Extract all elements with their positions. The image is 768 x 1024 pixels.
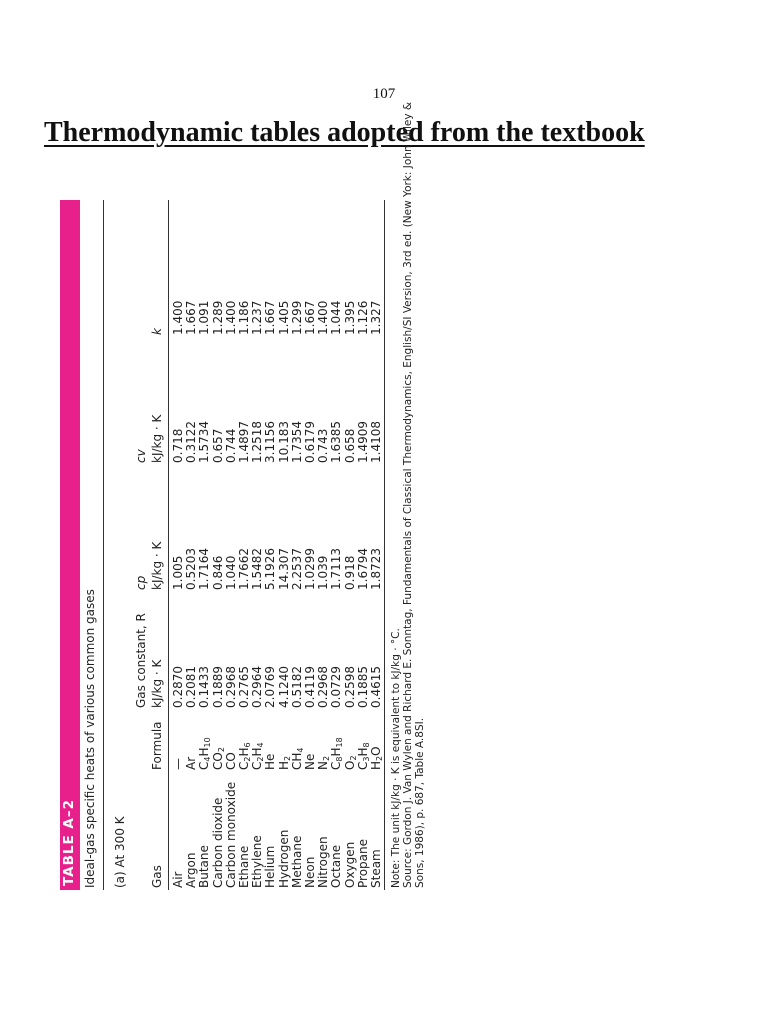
k-cell: 1.395 [342,300,357,335]
header-formula: Formula [150,721,164,770]
cv-cell: 10.183 [276,421,291,463]
cp-cell: 1.7113 [329,548,344,590]
k-cell: 1.667 [184,300,199,335]
header-k [151,328,164,335]
formula-cell: $H_2$ [276,755,292,770]
gas-constant-cell: 0.2081 [184,666,199,708]
cv-cell: 1.5734 [197,421,212,463]
table-row [251,200,264,890]
gas-cell: Air [171,871,185,888]
gas-constant-cell: 0.2598 [342,666,357,708]
cp-cell: 1.6794 [355,548,370,590]
table-row [330,200,343,890]
cv-cell: 3.1156 [263,421,278,463]
cv-cell: 1.2518 [250,421,265,463]
gas-cell: Methane [289,835,304,888]
formula-cell: $H_2O$ [369,746,384,770]
cp-cell: 1.7164 [197,548,212,590]
bottom-rule [384,200,385,890]
gas-constant-cell: 0.2964 [250,666,265,708]
gas-cell: Helium [263,845,278,888]
cp-cell: 0.918 [342,555,357,590]
header-r-line2: kJ/kg · K [150,659,164,708]
k-cell: 1.186 [237,300,251,335]
table-note: Note: The unit kJ/kg · K is equivalent to kJ/kg · °C. [390,628,402,888]
cp-cell: 0.5203 [184,548,199,590]
table-caption: Ideal-gas specific heats of various common gases [83,589,97,888]
gas-constant-cell: 2.0769 [263,666,278,708]
formula-cell: He [263,753,278,770]
table-row [344,200,357,890]
header-cv-line1 [135,449,148,463]
table-banner [60,200,80,890]
page-title: Thermodynamic tables adopted from the textbook [44,117,645,148]
table-subcaption: (a) At 300 K [113,816,127,888]
table-label: TABLE A–2 [61,798,77,886]
gas-constant-cell: 0.2765 [237,666,251,708]
k-cell: 1.044 [329,300,344,335]
table-row [304,200,317,890]
table-row [238,200,251,890]
k-cell: 1.289 [210,300,225,335]
cv-cell: 1.7354 [289,421,304,463]
header-cv-line2: kJ/kg · K [150,414,164,463]
formula-cell: $N_2$ [316,755,332,770]
k-cell: 1.126 [355,300,370,335]
k-cell: 1.400 [316,300,331,335]
gas-cell: Neon [303,856,317,888]
formula-cell: CO [223,752,238,770]
cv-cell: 0.658 [342,428,357,463]
cv-cell: 1.4897 [237,421,251,463]
gas-cell: Ethane [237,845,251,888]
gas-constant-cell: 0.5182 [289,666,304,708]
caption-rule [103,200,104,890]
table-row [172,200,185,890]
k-cell: 1.400 [171,300,185,335]
cp-cell: 5.1926 [263,548,278,590]
gas-constant-cell: 0.2870 [171,666,185,708]
cp-cell: 14.307 [276,548,291,590]
table-source-line1: Source: Gordon J. Van Wylen and Richard E. Sonntag, Fundamentals of Classical Thermodynamics, English/SI Version, 3rd ed. (New York: John Wiley & [402,101,414,888]
formula-cell: Ne [303,753,317,770]
formula-cell: $O_2$ [342,755,358,770]
cp-cell: 1.0299 [303,548,317,590]
table-row [212,200,225,890]
k-cell: 1.091 [197,300,212,335]
gas-cell: Steam [369,849,383,888]
gas-constant-cell: 0.4119 [303,666,317,708]
cp-cell: 2.2537 [289,548,304,590]
k-cell: 1.299 [289,300,304,335]
formula-cell: $C_3H_8$ [355,742,371,770]
cv-cell: 1.4108 [369,421,383,463]
header-gas: Gas [150,865,164,888]
header-rule [168,200,169,890]
gas-cell: Carbon monoxide [223,781,238,888]
header-k-symbol: k [150,328,164,335]
table-row [198,200,211,890]
cv-cell: 1.6385 [329,421,344,463]
formula-cell: Ar [184,756,199,770]
table-row [357,200,370,890]
gas-constant-cell: 0.1433 [197,666,212,708]
formula-cell: $C_2H_4$ [250,742,266,770]
header-cp-line1 [135,576,148,590]
cv-cell: 0.743 [316,428,331,463]
k-cell: 1.327 [369,300,383,335]
gas-cell: Propane [355,839,370,888]
gas-cell: Octane [329,844,344,888]
gas-constant-cell: 4.1240 [276,666,291,708]
header-cp-line2: kJ/kg · K [150,541,164,590]
gas-cell: Argon [184,852,199,888]
cp-cell: 1.005 [171,555,185,590]
gas-cell: Carbon dioxide [210,797,225,888]
table-source-line2: Sons, 1986), p. 687, Table A.8SI. [414,717,426,888]
header-r-line1: Gas constant, R [134,613,148,708]
formula-cell: — [171,758,185,770]
gas-cell: Oxygen [342,841,357,888]
k-cell: 1.667 [263,300,278,335]
table-row [278,200,291,890]
page-number: 107 [372,86,396,102]
gas-constant-cell: 0.2968 [316,666,331,708]
table-row [225,200,238,890]
header-cp-symbol: cp [134,575,148,590]
cp-cell: 1.040 [223,555,238,590]
k-cell: 1.400 [223,300,238,335]
header-cv-symbol: cv [134,449,148,463]
k-cell: 1.405 [276,300,291,335]
gas-cell: Ethylene [250,835,265,888]
formula-cell: $C_2H_6$ [237,742,252,770]
cv-cell: 0.657 [210,428,225,463]
k-cell: 1.237 [250,300,265,335]
cp-cell: 1.039 [316,555,331,590]
cv-cell: 0.744 [223,428,238,463]
formula-cell: $C_4H_{10}$ [197,737,213,770]
cv-cell: 0.718 [171,428,185,463]
table-row [185,200,198,890]
k-cell: 1.667 [303,300,317,335]
cp-cell: 1.8723 [369,548,383,590]
formula-cell: $CO_2$ [210,747,226,770]
gas-constant-cell: 0.0729 [329,666,344,708]
gas-constant-cell: 0.1889 [210,666,225,708]
table-row [264,200,277,890]
table-row [370,200,383,890]
cv-cell: 1.4909 [355,421,370,463]
cp-cell: 1.7662 [237,548,251,590]
formula-cell: $CH_4$ [289,747,305,770]
gas-cell: Butane [197,845,212,888]
table-row [291,200,304,890]
formula-cell: $C_8H_{18}$ [329,737,345,770]
table-row [317,200,330,890]
cv-cell: 0.6179 [303,421,317,463]
gas-cell: Nitrogen [316,836,331,888]
gas-cell: Hydrogen [276,829,291,888]
gas-constant-cell: 0.4615 [369,666,383,708]
cv-cell: 0.3122 [184,421,199,463]
cp-cell: 1.5482 [250,548,265,590]
gas-constant-cell: 0.1885 [355,666,370,708]
gas-constant-cell: 0.2968 [223,666,238,708]
cp-cell: 0.846 [210,555,225,590]
